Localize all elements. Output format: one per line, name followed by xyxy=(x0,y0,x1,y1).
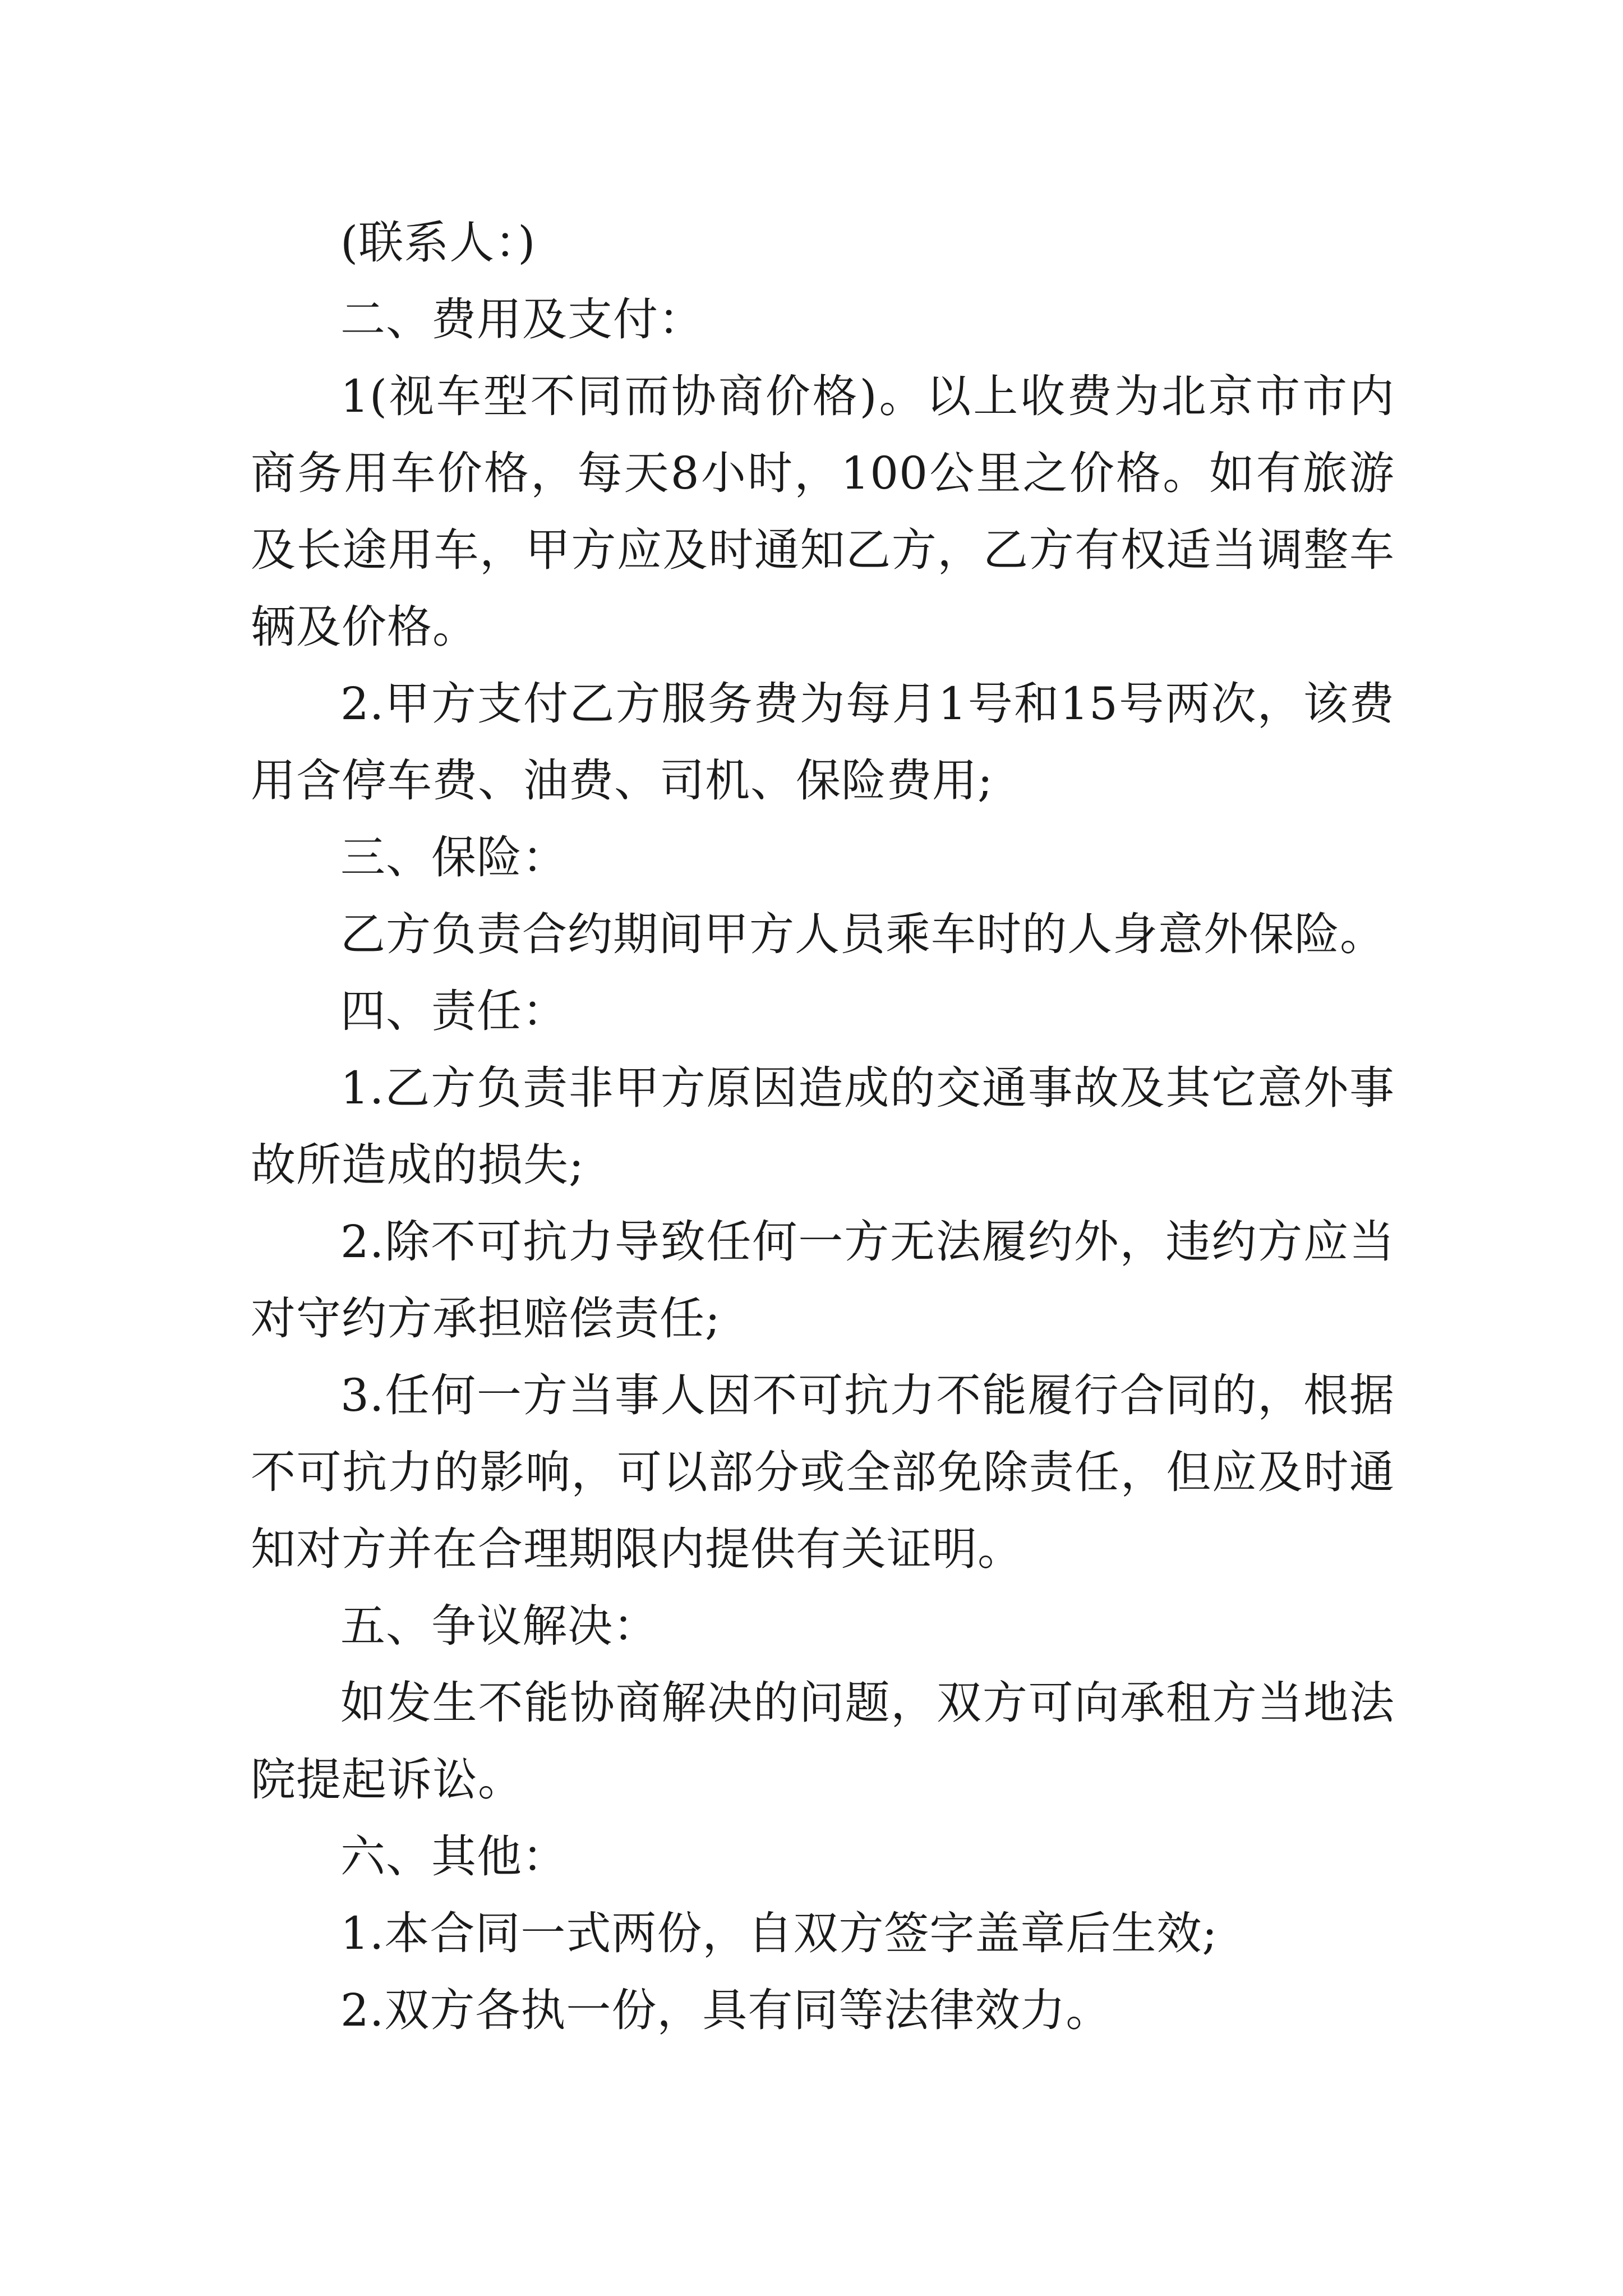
fees-clause-1: 1(视车型不同而协商价格)。以上收费为北京市市内商务用车价格，每天8小时，100公里之价格。如有旅游及长途用车，甲方应及时通知乙方，乙方有权适当调整车辆及价格。 xyxy=(251,370,1395,653)
contract-text xyxy=(251,204,1395,2049)
section-heading-dispute-resolution: 五、争议解决： xyxy=(340,1600,658,1652)
fees-clause-2: 2.甲方支付乙方服务费为每月1号和15号两次，该费用含停车费、油费、司机、保险费用; xyxy=(251,678,1395,807)
liability-clause-2: 2.除不可抗力导致任何一方无法履约外，违约方应当对守约方承担赔偿责任; xyxy=(251,1216,1395,1345)
section-heading-liability: 四、责任： xyxy=(340,985,568,1037)
contact-person-line: (联系人：) xyxy=(340,217,536,269)
insurance-clause: 乙方负责合约期间甲方人员乘车时的人身意外保险。 xyxy=(340,908,1385,960)
other-clause-1: 1.本合同一式两份，自双方签字盖章后生效; xyxy=(340,1907,1218,1959)
liability-clause-3: 3.任何一方当事人因不可抗力不能履行合同的，根据不可抗力的影响，可以部分或全部免除责任，但应及时通知对方并在合理期限内提供有关证明。 xyxy=(251,1369,1395,1575)
section-heading-other: 六、其他： xyxy=(340,1830,568,1883)
section-heading-insurance: 三、保险： xyxy=(340,831,568,884)
other-clause-2: 2.双方各执一份，具有同等法律效力。 xyxy=(340,1984,1112,2036)
liability-clause-1: 1.乙方负责非甲方原因造成的交通事故及其它意外事故所造成的损失; xyxy=(251,1062,1395,1191)
section-heading-fees-payment: 二、费用及支付： xyxy=(340,293,704,346)
dispute-resolution-clause: 如发生不能协商解决的问题，双方可向承租方当地法院提起诉讼。 xyxy=(251,1677,1395,1806)
